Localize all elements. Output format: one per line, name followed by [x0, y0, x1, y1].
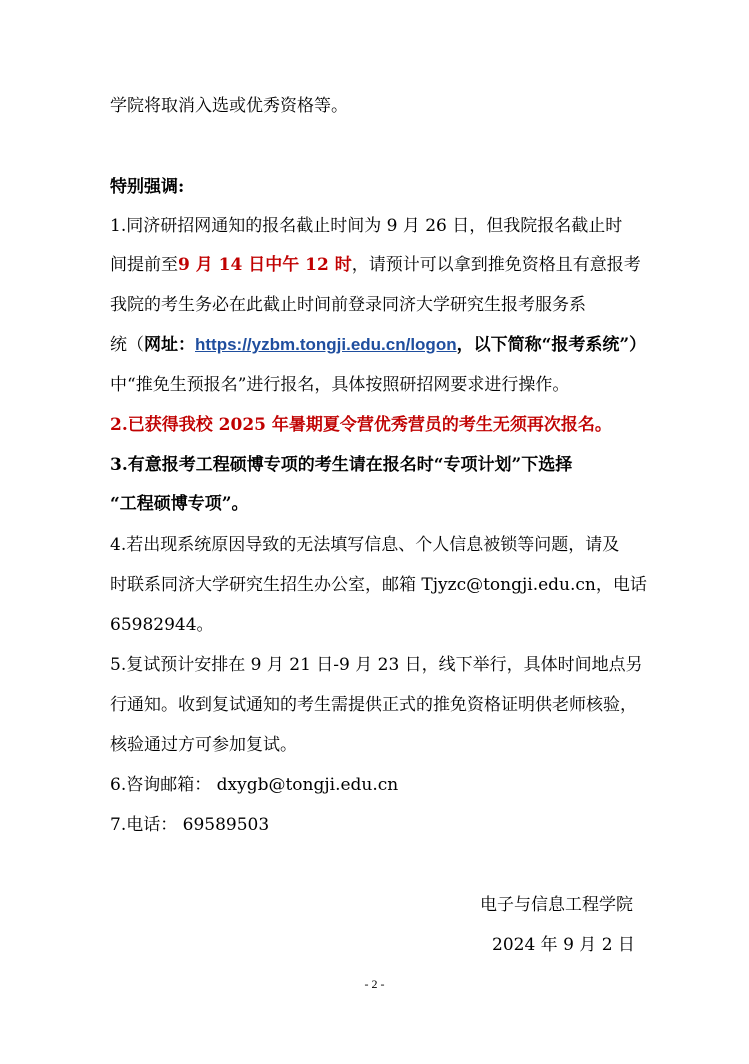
item5-line3: 核验通过方可参加复试。 [110, 735, 297, 755]
item3-line1: 3.有意报考工程硕博专项的考生请在报名时“专项计划”下选择 [110, 455, 573, 475]
page-number: - 2 - [364, 977, 385, 991]
item4-line2: 时联系同济大学研究生招生办公室，邮箱 Tjyzc@tongji.edu.cn，电话 [110, 575, 647, 595]
emphasis-heading: 特别强调: [110, 177, 185, 197]
item1-line4 [110, 334, 650, 356]
item1-line3: 我院的考生务必在此截止时间前登录同济大学研究生报考服务系 [110, 295, 586, 315]
item4-line1: 4.若出现系统原因导致的无法填写信息、个人信息被锁等问题，请及 [110, 535, 620, 555]
signature-org: 电子与信息工程学院 [480, 895, 633, 915]
item1-line2-pre: 间提前至 [110, 255, 178, 275]
item5-line2: 行通知。收到复试通知的考生需提供正式的推免资格证明供老师核验， [110, 695, 637, 715]
item2: 2.已获得我校 2025 年暑期夏令营优秀营员的考生无须再次报名。 [110, 415, 612, 435]
item1-line4-pre: 统（ [110, 335, 144, 355]
item4-line3: 65982944。 [110, 615, 214, 635]
item3-line2: “工程硕博专项”。 [110, 494, 249, 514]
signature-date: 2024 年 9 月 2 日 [492, 935, 635, 955]
item1-line2-post: ，请预计可以拿到推免资格且有意报考 [351, 255, 641, 275]
item1-line2 [110, 254, 650, 276]
item6-email: 6.咨询邮箱： dxygb@tongji.edu.cn [110, 775, 399, 795]
item7-phone: 7.电话： 69589503 [110, 815, 270, 835]
item1-line5: 中“推免生预报名”进行报名，具体按照研招网要求进行操作。 [110, 375, 570, 395]
item5-line1: 5.复试预计安排在 9 月 21 日-9 月 23 日，线下举行，具体时间地点另 [110, 655, 643, 675]
item1-line4-post: ，以下简称“报考系统”） [456, 335, 647, 355]
deadline-highlight: 9 月 14 日中午 12 时 [178, 255, 352, 275]
intro-continuation: 学院将取消入选或优秀资格等。 [110, 96, 348, 116]
registration-link[interactable]: https://yzbm.tongji.edu.cn/logon [195, 335, 457, 354]
item1-line1: 1.同济研招网通知的报名截止时间为 9 月 26 日，但我院报名截止时 [110, 216, 623, 236]
url-label: 网址： [144, 335, 195, 355]
